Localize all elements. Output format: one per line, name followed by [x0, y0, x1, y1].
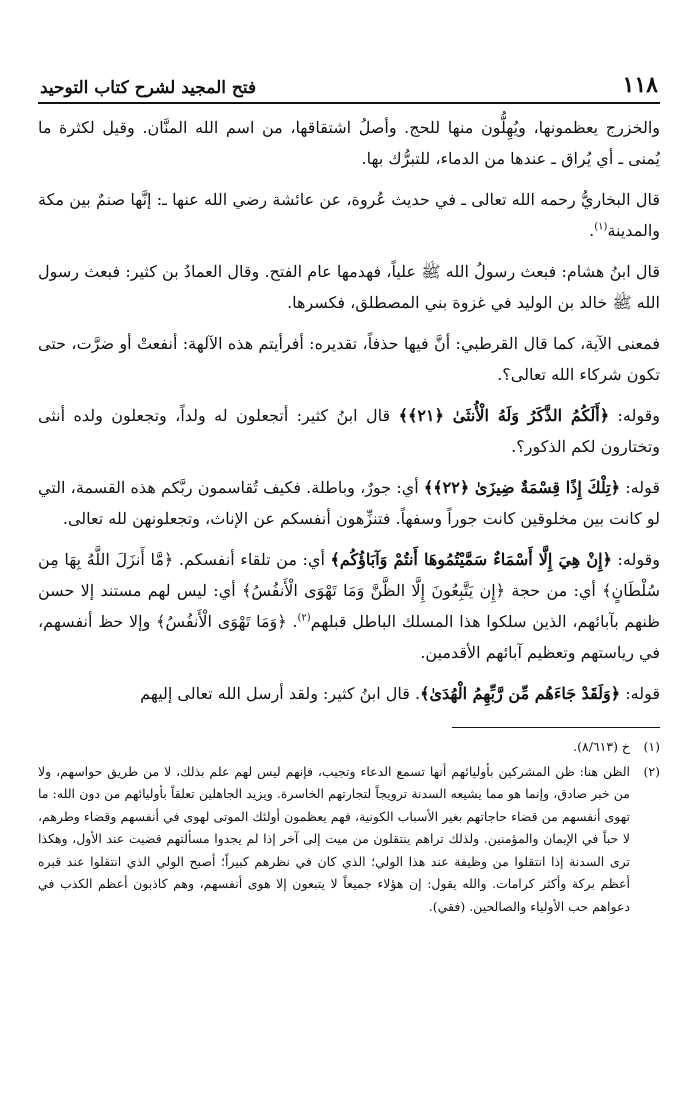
- footnote-reference: (١): [594, 221, 608, 233]
- paragraph: فمعنى الآية، كما قال القرطبي: أنَّ فيها حذفاً، تقديره: أفرأيتم هذه الآلهة: أنفعتْ أو ضرَّت، حتى تكون شركاء الله تعالى؟.: [38, 334, 660, 384]
- quran-verse: ﴿أَلَكُمُ الذَّكَرُ وَلَهُ الْأُنثَىٰ ﴿٢١﴾﴾: [398, 406, 610, 425]
- paragraph: وقوله: ﴿أَلَكُمُ الذَّكَرُ وَلَهُ الْأُنثَىٰ ﴿٢١﴾﴾ قال ابنُ كثير: أتجعلون له ولداً، وتجعلون ولده أنثى وتختارون لكم الذكور؟.: [38, 406, 661, 456]
- footnote: [38, 736, 660, 759]
- quran-verse: ﴿إِنْ هِيَ إِلَّا أَسْمَاءٌ سَمَّيْتُمُوهَا أَنتُمْ وَآبَاؤُكُم﴾: [330, 550, 612, 569]
- footnote-text: خ (٨/٦١٣).: [573, 739, 630, 754]
- book-page: [38, 62, 660, 920]
- footnotes: [38, 736, 660, 918]
- footnote: [38, 761, 660, 919]
- paragraph: قوله: ﴿وَلَقَدْ جَاءَهُم مِّن رَّبِّهِمُ الْهُدَىٰ﴾. قال ابنُ كثير: ولقد أرسل الله تعالى إليهم: [140, 684, 660, 703]
- footnote-reference: (٢): [297, 612, 311, 624]
- running-title: فتح المجيد لشرح كتاب التوحيد: [40, 78, 257, 98]
- paragraph: وقوله: ﴿إِنْ هِيَ إِلَّا أَسْمَاءٌ سَمَّيْتُمُوهَا أَنتُمْ وَآبَاؤُكُم﴾ أي: من تلقاء أنفسكم. ﴿مَّا أَنزَلَ اللَّهُ بِهَا مِن سُلْطَانٍ﴾ أي: من حجة ﴿إِن يَتَّبِعُونَ إِلَّا الظَّنَّ وَمَا تَهْوَى الْأَنفُسُ﴾ أي: ليس لهم مستند إلا حسن ظنهم بآبائهم، الذين سلكوا هذا المسلك الباطل قبلهم$^{(٢)}$. ﴿وَمَا تَهْوَى الْأَنفُسُ﴾ وإلا حظ أنفسهم، في رياستهم وتعظيم آبائهم الأقدمين.: [38, 550, 661, 662]
- quran-verse: ﴿وَلَقَدْ جَاءَهُم مِّن رَّبِّهِمُ الْهُدَىٰ﴾: [420, 684, 621, 703]
- footnote-number: (٢): [643, 763, 660, 779]
- main-text: [38, 112, 660, 709]
- page-header: [38, 62, 660, 104]
- paragraph: قال البخاريُّ رحمه الله تعالى ـ في حديث عُروة، عن عائشة رضي الله عنها ـ: إنَّها صنمٌ بين مكة والمدينة$^{(١)}$.: [38, 190, 660, 240]
- quran-verse: ﴿تِلْكَ إِذًا قِسْمَةٌ ضِيزَىٰ ﴿٢٢﴾﴾: [423, 478, 621, 497]
- paragraph: قوله: ﴿تِلْكَ إِذًا قِسْمَةٌ ضِيزَىٰ ﴿٢٢﴾﴾ أي: جورٌ، وباطلة. فكيف تُقاسمون ربَّكم هذه القسمة، التي لو كانت بين مخلوقين كانت جوراً وسفهاً. فتنزِّهون أنفسكم عن الإناث، وتجعلونهن لله تعالى.: [38, 478, 660, 528]
- footnote-separator: [452, 727, 660, 728]
- paragraph: والخزرج يعظمونها، ويُهِلُّون منها للحج. وأصلُ اشتقاقها، من اسم الله المنَّان. وقيل لكثرة ما يُمنى ـ أي يُراق ـ عندها من الدماء، للتبرُّك بها.: [38, 118, 661, 168]
- footnote-number: (١): [643, 739, 660, 754]
- paragraph: قال ابنُ هشام: فبعث رسولُ الله ﷺ علياً، فهدمها عام الفتح. وقال العمادُ بن كثير: فبعث رسول الله ﷺ خالد بن الوليد في غزوة بني المصطلق، فكسرها.: [38, 262, 660, 312]
- page-number: ١١٨: [622, 72, 658, 98]
- footnote-text: الظن هنا: ظن المشركين بأوليائهم أنها تسمع الدعاء وتجيب، فإنهم ليس لهم علم بذلك، لا من طريق حواسهم، ولا من خبر صادق، وإنما هو مما يشيعه السدنة ترويجاً لتجارتهم الخاسرة. ويزيد الجاهلين تعلقاً بأوليائهم من دون الله: ما تهوى أنفسهم من قضاء حاجاتهم بغير الأسباب الكونية، فهم يعظمون أولئك الموتى لهوى في أنفسهم وقضاء وطرهم، لا حباً في الإيمان والمؤمنين. ولذلك تراهم ينتقلون من ميت إلى آخر إذا لم يجدوا مسألتهم قضيت عند الأول، وهكذا ترى السدنة إذا انتقلوا من وظيفة عند هذا الولي؛ الذي كان في نظرهم كبيراً؛ أصبح الولي الذي انتقلوا عند قبره أعظم بركة وأكثر كرامات. والله يقول: إن هؤلاء جميعاً لا يتبعون إلا هوى أنفسهم، وهم كاذبون أعظم الكذب في دعواهم حب الأولياء والصالحين. (فقي).: [38, 763, 630, 914]
